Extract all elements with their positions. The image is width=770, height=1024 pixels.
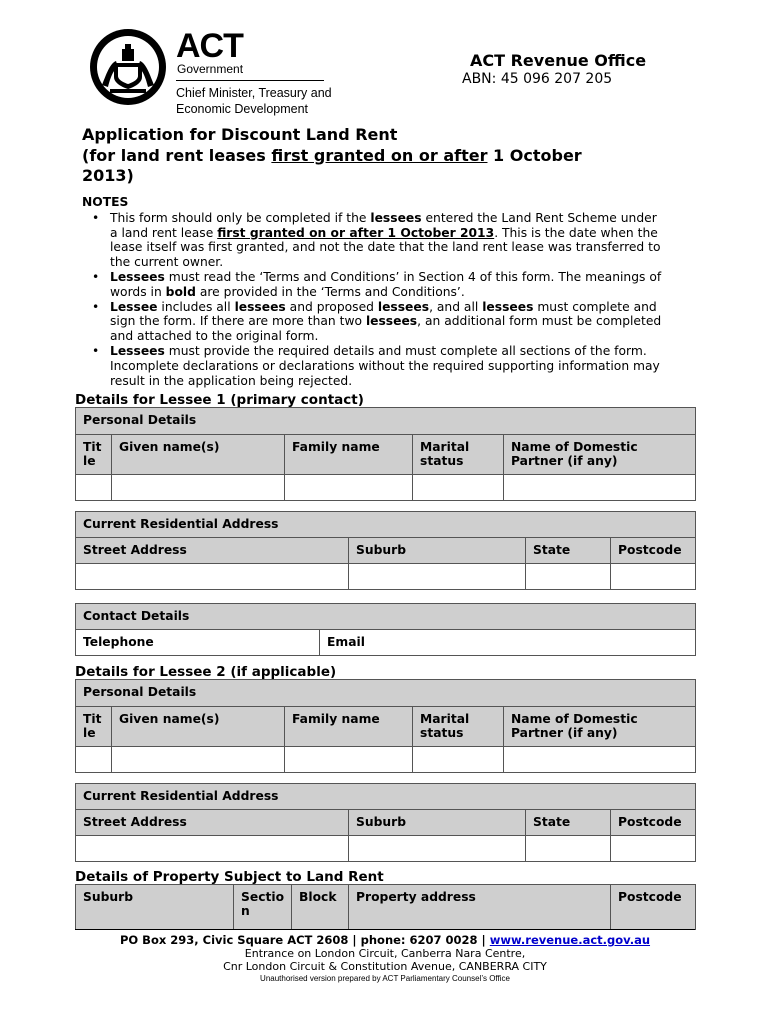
- lessee1-heading: Details for Lessee 1 (primary contact): [75, 392, 364, 408]
- lessee2-family-name-field[interactable]: [285, 747, 413, 773]
- property-heading: Details of Property Subject to Land Rent: [75, 869, 384, 885]
- lessee1-personal-table: [75, 407, 696, 501]
- act-government-logo: [88, 27, 332, 119]
- lessee2-partner-field[interactable]: [504, 747, 696, 773]
- col-state: State: [526, 538, 611, 564]
- col-domestic-partner: Name of Domestic Partner (if any): [504, 435, 696, 475]
- page-footer: [75, 929, 695, 984]
- lessee2-state-field[interactable]: [526, 836, 611, 862]
- lessee2-street-field[interactable]: [76, 836, 349, 862]
- revenue-website-link[interactable]: www.revenue.act.gov.au: [489, 933, 651, 947]
- notes-section: [82, 195, 662, 388]
- lessee1-contact-table: [75, 603, 696, 656]
- footer-address-line2: Cnr London Circuit & Constitution Avenue, CANBERRA CITY: [223, 960, 547, 973]
- lessee1-partner-field[interactable]: [504, 475, 696, 501]
- note-item: • This form should only be completed if the lessees entered the Land Rent Scheme under a land rent lease first granted on or after 1 October 2013. This is the date when the lease itself was first granted, and not the date that the land rent lease was transferred to the current owner.: [92, 210, 661, 270]
- lessee1-email-field[interactable]: Email: [320, 630, 696, 656]
- lessee1-given-names-field[interactable]: [112, 475, 285, 501]
- col-family-name: Family name: [285, 435, 413, 475]
- abn-number: ABN: 45 096 207 205: [462, 71, 613, 87]
- note-item: • Lessees must read the ‘Terms and Conditions’ in Section 4 of this form. The meanings of words in bold are provided in the ‘Terms and Conditions’.: [92, 269, 662, 299]
- note-item: • Lessee includes all lessees and proposed lessees, and all lessees must complete and sign the form. If there are more than two lessees, an additional form must be completed and attached to the original form.: [92, 299, 662, 344]
- lessee2-heading: Details for Lessee 2 (if applicable): [75, 664, 337, 680]
- lessee1-street-field[interactable]: [76, 564, 349, 590]
- lessee2-personal-heading: Personal Details: [76, 680, 696, 707]
- note-item: • Lessees must provide the required details and must complete all sections of the form. Incomplete declarations or declarations without the required supporting information may result in the application being rejected.: [92, 343, 660, 388]
- lessee1-suburb-field[interactable]: [349, 564, 526, 590]
- logo-department-text: Chief Minister, Treasury and Economic Development: [176, 86, 332, 116]
- form-title-line2: (for land rent leases first granted on or after 1 October: [82, 145, 582, 165]
- page-header: [0, 0, 770, 125]
- footer-contact-line: PO Box 293, Civic Square ACT 2608 | phone: 6207 0028 | www.revenue.act.gov.au: [119, 933, 651, 947]
- col-marital-status: Marital status: [413, 435, 504, 475]
- property-table: [75, 884, 696, 930]
- lessee1-address-table: [75, 511, 696, 590]
- col-given-names: Given name(s): [112, 435, 285, 475]
- lessee2-marital-status-field[interactable]: [413, 747, 504, 773]
- col-property-address: Property address: [349, 885, 611, 930]
- lessee2-given-names-field[interactable]: [112, 747, 285, 773]
- lessee2-address-heading: Current Residential Address: [76, 784, 696, 810]
- col-street-address: Street Address: [76, 810, 349, 836]
- col-property-suburb: Suburb: [76, 885, 234, 930]
- col-postcode: Postcode: [611, 810, 696, 836]
- lessee1-state-field[interactable]: [526, 564, 611, 590]
- logo-act-text: ACT: [176, 27, 243, 65]
- col-block: Block: [292, 885, 349, 930]
- col-domestic-partner: Name of Domestic Partner (if any): [504, 707, 696, 747]
- lessee1-address-heading: Current Residential Address: [76, 512, 696, 538]
- lessee1-postcode-field[interactable]: [611, 564, 696, 590]
- lessee1-family-name-field[interactable]: [285, 475, 413, 501]
- lessee1-title-field[interactable]: [76, 475, 112, 501]
- col-section: Sectio n: [234, 885, 292, 930]
- lessee2-suburb-field[interactable]: [349, 836, 526, 862]
- col-suburb: Suburb: [349, 810, 526, 836]
- col-state: State: [526, 810, 611, 836]
- col-suburb: Suburb: [349, 538, 526, 564]
- col-property-postcode: Postcode: [611, 885, 696, 930]
- logo-divider: [176, 80, 324, 81]
- col-title: Tit le: [76, 435, 112, 475]
- lessee2-title-field[interactable]: [76, 747, 112, 773]
- notes-heading: NOTES: [82, 195, 129, 209]
- col-family-name: Family name: [285, 707, 413, 747]
- lessee2-address-table: [75, 783, 696, 862]
- coat-of-arms-icon: [88, 27, 168, 107]
- col-title: Tit le: [76, 707, 112, 747]
- lessee2-personal-table: [75, 679, 696, 773]
- footer-disclaimer: Unauthorised version prepared by ACT Parliamentary Counsel’s Office: [260, 974, 510, 983]
- footer-address-line1: Entrance on London Circuit, Canberra Nara Centre,: [244, 947, 526, 960]
- lessee2-postcode-field[interactable]: [611, 836, 696, 862]
- lessee1-personal-heading: Personal Details: [76, 408, 696, 435]
- form-title-line3: 2013): [82, 166, 134, 185]
- lessee1-marital-status-field[interactable]: [413, 475, 504, 501]
- lessee1-contact-heading: Contact Details: [76, 604, 696, 630]
- lessee1-telephone-field[interactable]: Telephone: [76, 630, 320, 656]
- form-title: [82, 125, 702, 187]
- form-title-line1: Application for Discount Land Rent: [82, 125, 398, 144]
- col-street-address: Street Address: [76, 538, 349, 564]
- col-postcode: Postcode: [611, 538, 696, 564]
- logo-government-text: Government: [177, 62, 244, 76]
- col-given-names: Given name(s): [112, 707, 285, 747]
- office-name: ACT Revenue Office: [470, 51, 647, 70]
- col-marital-status: Marital status: [413, 707, 504, 747]
